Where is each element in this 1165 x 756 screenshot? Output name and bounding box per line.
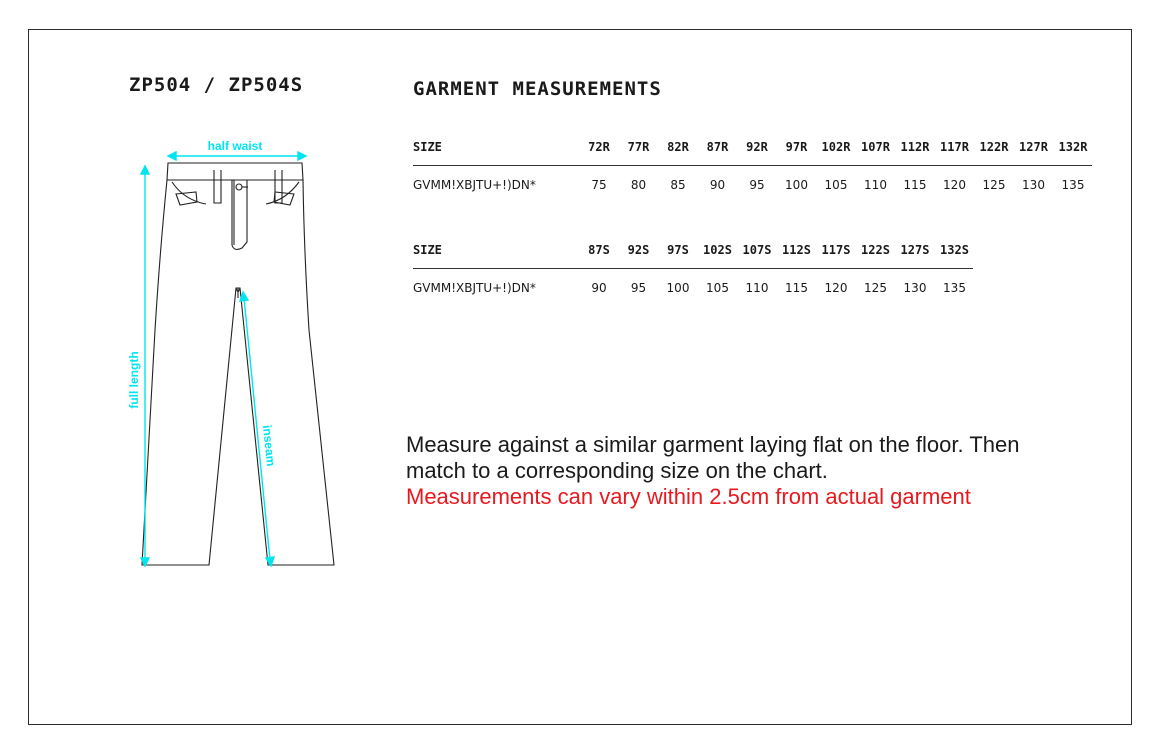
size-header-127R: 127R <box>1019 140 1048 154</box>
size-header-92S: 92S <box>627 243 650 257</box>
table-divider <box>413 268 973 269</box>
measurement-cell: 105 <box>706 281 729 295</box>
table-divider <box>413 165 1092 166</box>
section-title: GARMENT MEASUREMENTS <box>413 78 662 100</box>
measurement-cell: 135 <box>943 281 966 295</box>
measurement-cell: 115 <box>903 178 927 192</box>
size-header-132S: 132S <box>940 243 969 257</box>
size-header-107S: 107S <box>742 243 772 257</box>
jeans-outline <box>142 163 334 565</box>
inseam-label: inseam <box>259 424 279 467</box>
size-header-92R: 92R <box>746 140 768 154</box>
note-line-2: match to a corresponding size on the chart. <box>406 458 828 483</box>
measurement-cell: 75 <box>591 178 607 192</box>
measurement-cell: 90 <box>709 178 726 192</box>
measurement-cell: 100 <box>666 281 690 295</box>
measurement-cell: 95 <box>749 178 765 192</box>
size-header-102S: 102S <box>703 243 732 257</box>
size-header-label: SIZE <box>413 243 442 257</box>
row-label: GVMM!XBJTU+!)DN* <box>413 178 536 192</box>
measurement-cell: 105 <box>824 178 848 192</box>
size-header-87S: 87S <box>588 243 610 257</box>
size-header-112R: 112R <box>900 140 930 154</box>
size-header-117S: 117S <box>821 243 851 257</box>
size-header-117R: 117R <box>940 140 969 154</box>
measurement-cell: 125 <box>864 281 887 295</box>
size-header-97R: 97R <box>785 140 808 154</box>
measurement-arrows <box>141 152 306 566</box>
row-label: GVMM!XBJTU+!)DN* <box>413 281 536 295</box>
measurement-cell: 130 <box>1022 178 1045 192</box>
size-header-77R: 77R <box>627 140 650 154</box>
measurement-cell: 90 <box>591 281 607 295</box>
measurement-cell: 120 <box>824 281 848 295</box>
model-title: ZP504 / ZP504S <box>129 74 304 96</box>
measurement-cell: 80 <box>630 178 647 192</box>
half-waist-label: half waist <box>207 139 263 153</box>
size-header-72R: 72R <box>588 140 610 154</box>
note-line-1: Measure against a similar garment laying flat on the floor. Then <box>406 432 1020 457</box>
size-header-112S: 112S <box>782 243 811 257</box>
size-header-82R: 82R <box>667 140 689 154</box>
measurement-cell: 110 <box>864 178 887 192</box>
size-header-label: SIZE <box>413 140 442 154</box>
measurement-cell: 115 <box>785 281 808 295</box>
size-header-102R: 102R <box>821 140 851 154</box>
size-header-107R: 107R <box>861 140 890 154</box>
measurement-cell: 120 <box>943 178 966 192</box>
measurement-note <box>406 432 1019 510</box>
jeans-diagram <box>110 130 350 580</box>
measurement-cell: 110 <box>745 281 769 295</box>
size-header-122S: 122S <box>861 243 890 257</box>
measurement-cell: 125 <box>982 178 1006 192</box>
measurement-cell: 95 <box>630 281 647 295</box>
measurement-cell: 100 <box>785 178 808 192</box>
size-header-87R: 87R <box>706 140 729 154</box>
full-length-label: full length <box>127 351 141 409</box>
size-header-122R: 122R <box>979 140 1009 154</box>
measurement-cell: 130 <box>903 281 927 295</box>
note-warning: Measurements can vary within 2.5cm from actual garment <box>406 484 971 509</box>
size-header-97S: 97S <box>667 243 689 257</box>
measurement-cell: 135 <box>1061 178 1085 192</box>
size-header-127S: 127S <box>900 243 930 257</box>
measurement-cell: 85 <box>670 178 686 192</box>
size-header-132R: 132R <box>1058 140 1088 154</box>
